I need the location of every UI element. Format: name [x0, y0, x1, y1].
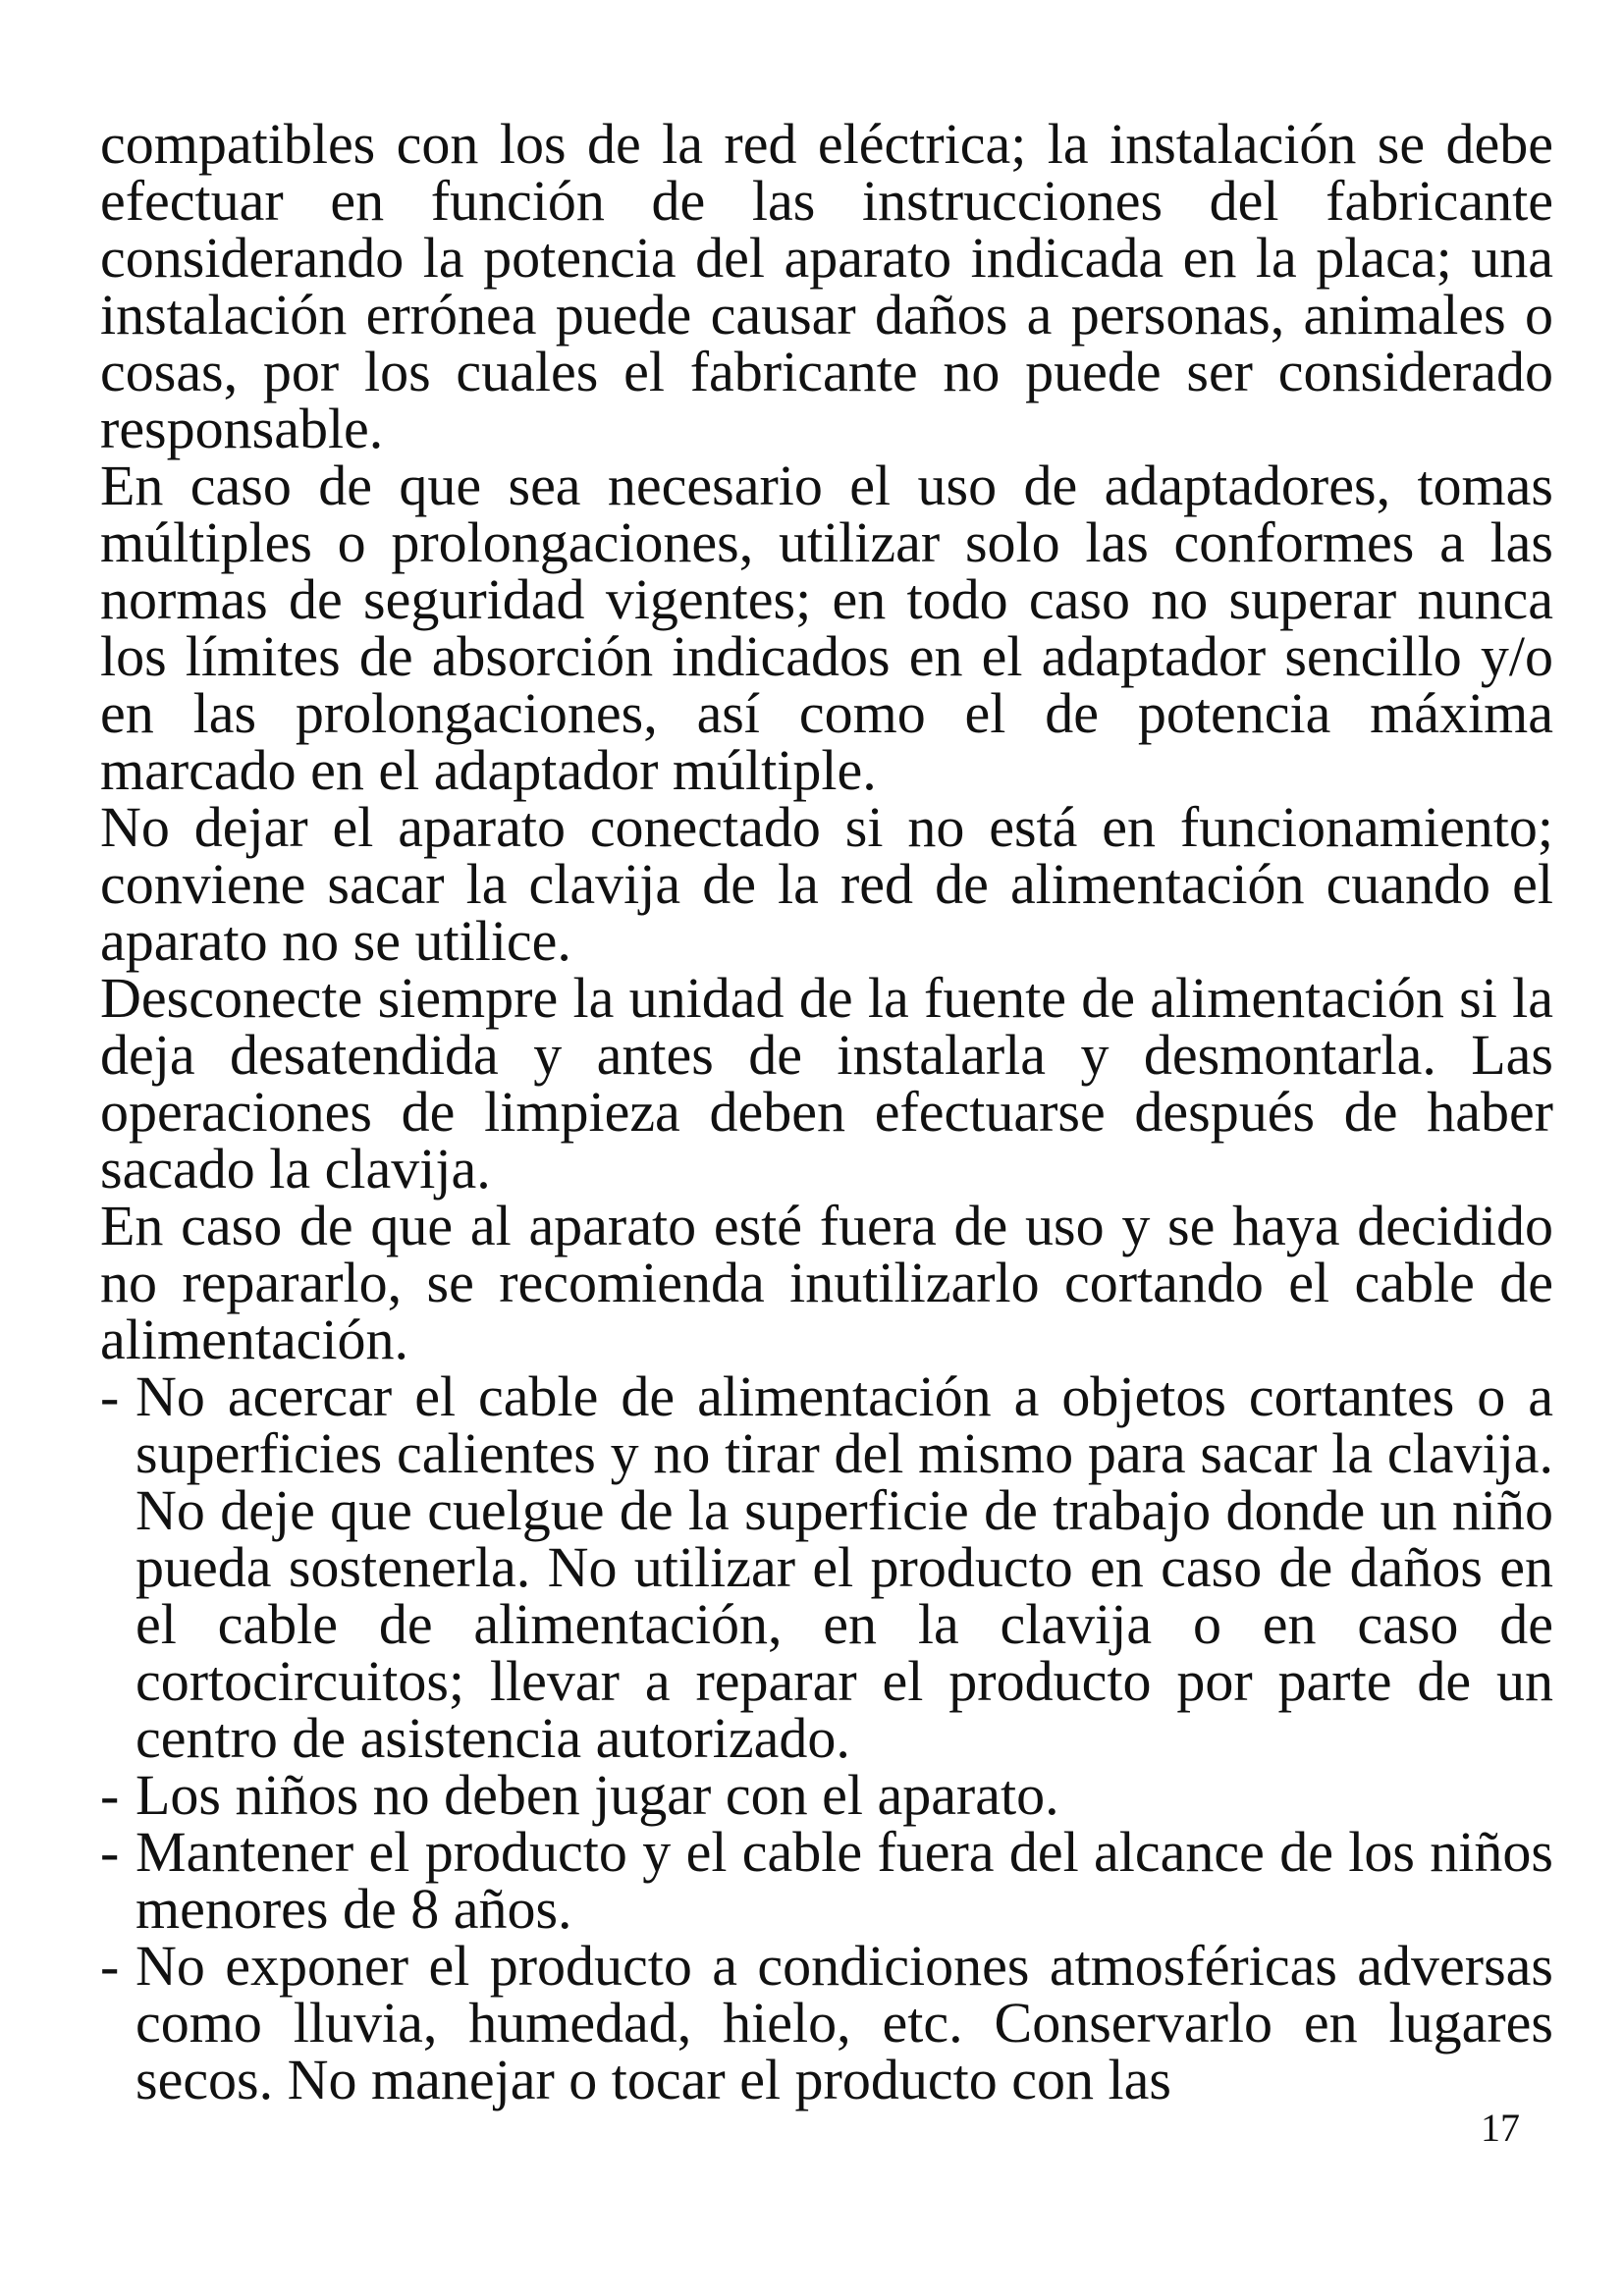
- list-item: [100, 1820, 1553, 1941]
- paragraph: Desconecte siempre la unidad de la fuente de alimentación si la deja desatendida y antes de instalarla y desmontarla. Las operaciones de limpieza deben efectuarse después de haber sacado la clavija.: [100, 966, 1553, 1201]
- list-item-text: No acercar el cable de alimentación a objetos cortantes o a superficies calientes y no tirar del mismo para sacar la clavija. No deje que cuelgue de la superficie de trabajo donde un niño pueda sostenerla. No utilizar el producto en caso de daños en el cable de alimentación, en la clavija o en caso de cortocircuitos; llevar a reparar el producto por parte de un centro de asistencia autorizado.: [135, 1364, 1553, 1770]
- list-item-text: Los niños no deben jugar con el aparato.: [135, 1763, 1059, 1827]
- list-item-text: No exponer el producto a condiciones atmosféricas adversas como lluvia, humedad, hielo, etc. Conservarlo en lugares secos. No manejar o tocar el producto con las: [135, 1934, 1553, 2111]
- list-item-text: Mantener el producto y el cable fuera del alcance de los niños menores de 8 años.: [135, 1820, 1553, 1941]
- paragraph: En caso de que sea necesario el uso de adaptadores, tomas múltiples o prolongaciones, utilizar solo las conformes a las normas de seguridad vigentes; en todo caso no superar nunca los límites de absorción indicados en el adaptador sencillo y/o en las prolongaciones, así como el de potencia máxima marcado en el adaptador múltiple.: [100, 454, 1553, 802]
- bullet-dash: -: [100, 1364, 120, 1428]
- safety-bullet-list: [100, 1364, 1553, 2111]
- paragraph: compatibles con los de la red eléctrica; la instalación se debe efectuar en función de las instrucciones del fabricante considerando la potencia del aparato indicada en la placa; una instalación errónea puede causar daños a personas, animales o cosas, por los cuales el fabricante no puede ser considerado responsable.: [100, 112, 1553, 460]
- bullet-dash: -: [100, 1934, 120, 1998]
- paragraph: No dejar el aparato conectado si no está en funcionamiento; conviene sacar la clavija de la red de alimentación cuando el aparato no se utilice.: [100, 795, 1553, 973]
- bullet-dash: -: [100, 1820, 120, 1884]
- list-item: [100, 1364, 1553, 1770]
- page-number: 17: [1481, 2106, 1520, 2150]
- list-item: [100, 1934, 1553, 2111]
- list-item: [100, 1763, 1553, 1827]
- paragraph: En caso de que al aparato esté fuera de uso y se haya decidido no repararlo, se recomienda inutilizarlo cortando el cable de alimentación.: [100, 1194, 1553, 1371]
- document-body: [100, 112, 1553, 2111]
- bullet-dash: -: [100, 1763, 120, 1827]
